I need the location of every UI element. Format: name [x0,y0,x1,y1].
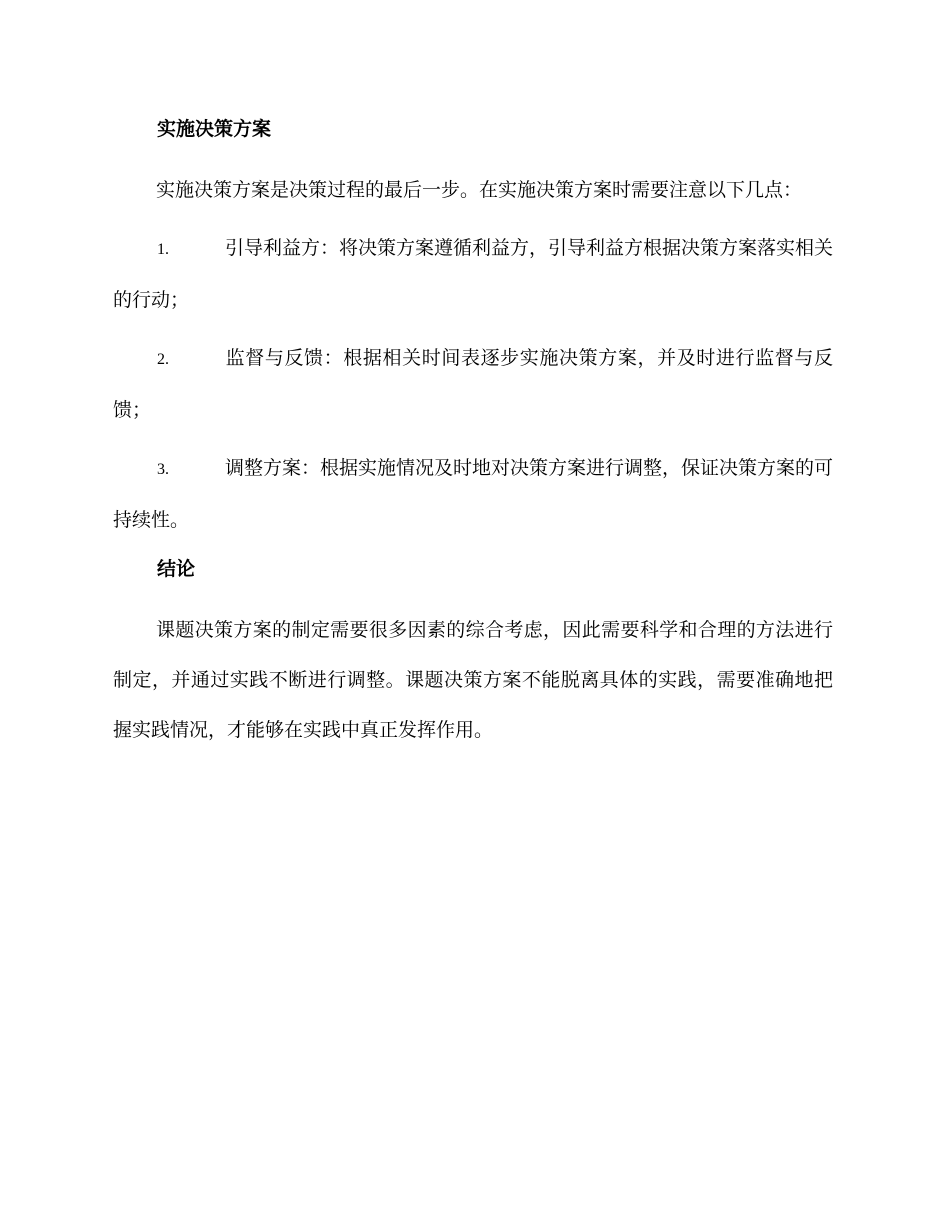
list-item [113,223,833,325]
list-item [113,333,833,435]
document-page [113,113,833,763]
list-number: 1. [157,241,169,258]
intro-paragraph: 实施决策方案是决策过程的最后一步。在实施决策方案时需要注意以下几点： [156,179,803,201]
list-item [113,443,833,545]
list-number: 2. [157,351,169,368]
list-item-text: 调整方案：根据实施情况及时地对决策方案进行调整，保证决策方案的可持续性。 [113,457,834,531]
list-number: 3. [157,461,169,478]
section-heading-conclusion: 结论 [157,558,196,580]
section-heading-implementation: 实施决策方案 [157,118,272,140]
list-item-text: 监督与反馈：根据相关时间表逐步实施决策方案，并及时进行监督与反馈； [113,347,833,421]
conclusion-paragraph: 课题决策方案的制定需要很多因素的综合考虑，因此需要科学和合理的方法进行制定，并通过实践不断进行调整。课题决策方案不能脱离具体的实践，需要准确地把握实践情况，才能够在实践中真正发挥作用。 [113,619,833,741]
list-item-text: 引导利益方：将决策方案遵循利益方，引导利益方根据决策方案落实相关的行动； [113,237,834,311]
